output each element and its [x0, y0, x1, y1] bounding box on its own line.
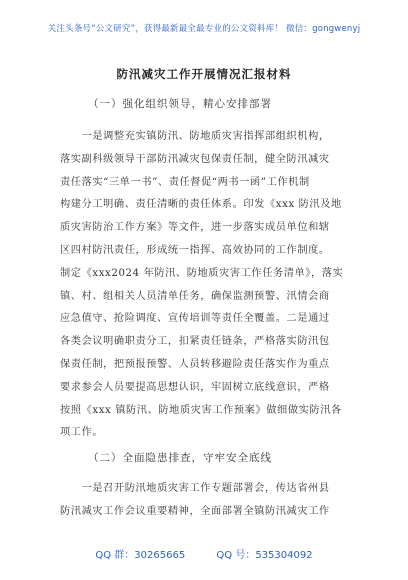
text-line: 区四村防汛责任，形成统一指挥、高效协同的工作制度。: [60, 244, 330, 256]
text-line: 各类会议明确职责分工，扣紧责任链条，严格落实防汛包: [60, 336, 330, 348]
text-line: 按照《xxx 镇防汛、防地质灾害工作预案》做细做实防汛各: [60, 404, 342, 416]
text-line: 落实副科级领导干部防汛减灾包保责任制，健全防汛减灾: [60, 153, 330, 165]
text-line: 质灾害防治工作方案》等文件，进一步落实成员单位和辖: [60, 222, 330, 234]
qq-group-label: QQ 群：30265665: [95, 550, 186, 561]
text-line: 责任落实“三单一书”、责任督促“两书一函”工作机制: [60, 176, 310, 188]
text-line: 一是调整充实镇防汛、防地质灾害指挥部组织机构，: [60, 131, 330, 142]
text-line: 要求参会人员要提高思想认识，牢固树立底线意识，严格: [60, 381, 330, 393]
text-line: 保责任制，把预报预警、人员转移避险责任落实作为重点: [60, 358, 330, 370]
text-line: 防汛减灾工作会议重要精神，全面部署全镇防汛减灾工作: [60, 505, 330, 517]
text-line: 构建分工明确、责任清晰的责任体系。印发《xxx 防汛及地: [60, 199, 342, 211]
section-2-paragraph: [60, 478, 360, 524]
text-line: 应急值守、抢险调度、宣传培训等责任全覆盖。二是通过: [60, 313, 330, 325]
text-line: 镇、村、组相关人员清单任务，确保监测预警、汛情会商: [60, 290, 330, 302]
document-title: 防汛减灾工作开展情况汇报材料: [116, 67, 292, 81]
text-line: 一是召开防汛地质灾害工作专题部署会，传达省州县: [60, 483, 330, 494]
section-heading-1: （一）强化组织领导，精心安排部署: [88, 98, 272, 110]
text-line: 项工作。: [60, 427, 104, 439]
footer-contact: [0, 546, 408, 561]
section-1-paragraph: [60, 126, 360, 445]
text-line: 制定《xxx2024 年防汛、防地质灾害工作任务清单》，落实: [60, 267, 344, 279]
top-promo-banner: 关注头条号“公文研究”，获得最新最全最专业的公文资料库！ 微信：gongwenyj: [47, 24, 361, 34]
qq-number-label: QQ 号：535304092: [216, 550, 313, 561]
section-heading-2: （二）全面隐患排查，守牢安全底线: [88, 452, 272, 464]
